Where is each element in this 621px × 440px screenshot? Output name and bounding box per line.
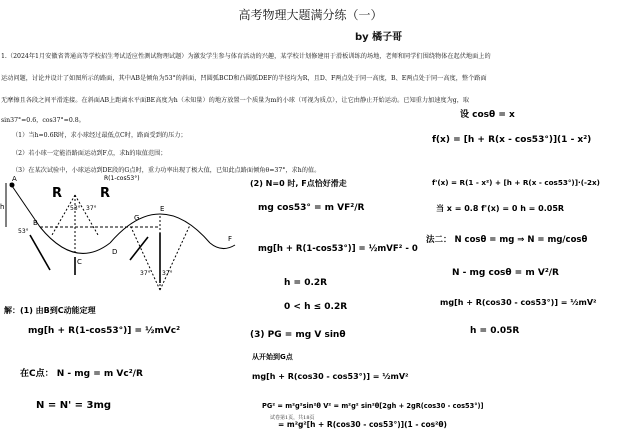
hw-right-deriv: f'(x) = R(1 - x²) + [h + R(x - cos53°)]·(-2x) [432,178,600,187]
hw-right-n: N - mg cosθ = m V²/R [452,268,559,278]
problem-line-1: 1.（2024年1月安徽省普通高等学校招生考试适应性测试物理试题）为激发学生参与体育活动的兴趣，某学校计划修建用于滑板训练的场地，老师和同学们围绕物体在起伏地面上的 [1,53,491,60]
hw-part1-c: 在C点： N - mg = m Vc²/R [20,369,143,379]
author-byline: by 橘子哥 [355,32,403,43]
label-r-1: R [52,186,63,201]
hw-part3-title: (3) PG = mg V sinθ [250,330,346,340]
hw-part2-eq2: mg[h + R(1-cos53°)] = ½mVF² - 0 [258,244,418,254]
angle-53-slope: 53° [18,228,29,235]
hw-right-sub: 设 cosθ = x [460,110,515,120]
question-3: （3）在某次试验中，小球运动到DE段的G点时，重力功率出现了极大值，已知此点路面倾角θ=37°，求h的值。 [12,167,321,174]
label-r-2: R [100,186,111,201]
label-d: D [112,248,118,256]
label-e: E [160,205,165,213]
hw-part1-title: 解：(1) 由B到C动能定理 [4,306,96,315]
hw-right-f: f(x) = [h + R(x - cos53°)](1 - x²) [432,135,592,145]
angle-53: 53° [70,205,81,212]
label-a: A [12,175,17,183]
question-1: （1）当h=0.6R时，求小球经过最低点C时，路面受到的压力； [12,132,187,139]
hw-right-e: mg[h + R(cos30 - cos53°)] = ½mV² [440,298,597,307]
label-f: F [228,235,233,243]
hw-right-method: 法二： N cosθ = mg ⇒ N = mg/cosθ [426,235,588,245]
hw-part1-eq1: mg[h + R(1-cos53°)] = ½mVc² [28,326,181,336]
hw-part3-eq3: = m²g²[h + R(cos30 - cos53°)](1 - cos²θ) [278,420,447,429]
label-c: C [77,258,82,266]
diagram-note: R(1-cos53°) [104,175,140,182]
label-h: h [0,203,5,211]
hw-right-cond: 当 x = 0.8 f'(x) = 0 h = 0.05R [436,204,565,213]
ball-icon [10,183,15,188]
hw-part2-eq1: mg cos53° = m VF²/R [258,203,365,213]
problem-line-3: 无摩擦且各段之间平滑连接。在斜面AB上距离水平面BE高度为h（未知量）的地方放置一个质量为m的小球（可视为质点），让它由静止开始运动。已知重力加速度为g，取 [1,97,470,104]
hw-part2-range: 0 < h ≤ 0.2R [284,302,348,312]
page-footer: 试卷第1页，共18页 [270,415,315,421]
hw-part3-eq2: PG² = m²g²sin²θ V² = m²g² sin²θ[2gh + 2gR(cos30 - cos53°)] [262,402,484,410]
track-diagram [0,175,250,300]
hw-part2-title: (2) N=0 时, F点恰好滑走 [250,179,347,188]
angle-37-a: 37° [86,205,97,212]
problem-line-4: sin37°=0.6，cos37°=0.8。 [1,117,85,124]
hw-part3-sub: 从开始到G点 [252,353,293,361]
hw-right-ans: h = 0.05R [470,326,520,336]
label-g: G [134,214,140,222]
problem-line-2: 运动问题，讨论并设计了如图所示的路面，其中AB是倾角为53°的斜面，凹圆弧BCD和凸圆弧DEF的半径均为R，且D、F两点处于同一高度，B、E两点处于同一高度，整个路面 [1,75,487,82]
angle-37-c: 37° [162,270,173,277]
page-title: 高考物理大题满分练（一） [238,8,383,22]
label-b: B [33,219,38,227]
angle-37-b: 37° [140,270,151,277]
hw-part2-h: h = 0.2R [284,278,328,288]
hw-part3-eq1: mg[h + R(cos30 - cos53°)] = ½mV² [252,372,409,381]
question-2: （2）若小球一定能沿路面运动到F点，求h的取值范围； [12,150,167,157]
hw-part1-ans: N = N' = 3mg [36,400,112,411]
